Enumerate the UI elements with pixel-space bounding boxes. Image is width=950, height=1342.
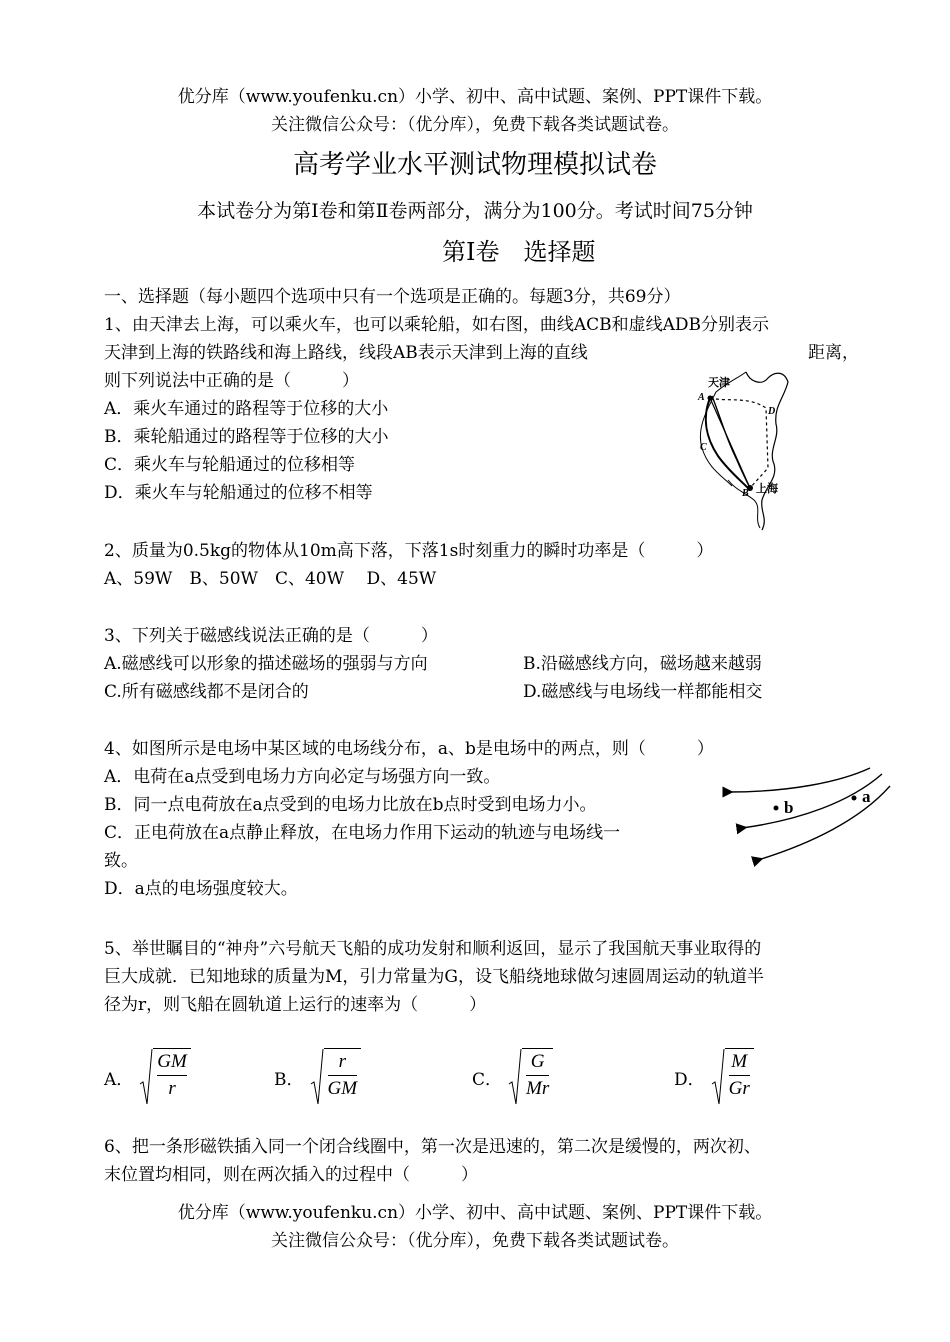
- q4-option-c-cont: 致。: [104, 851, 138, 871]
- header-line-2: 关注微信公众号：（优分库），免费下载各类试题试卷。: [271, 115, 679, 135]
- q5-option-b-label: B．: [274, 1069, 304, 1090]
- electric-field-figure: [720, 764, 896, 868]
- q5-line-2: 巨大成就．已知地球的质量为M，引力常量为G，设飞船绕地球做匀速圆周运动的轨道半: [104, 967, 764, 987]
- q4-option-a: A．电荷在a点受到电场力方向必定与场强方向一致。: [104, 767, 501, 787]
- q5-option-a: [104, 1048, 191, 1106]
- q5-option-b-denominator: GM: [327, 1078, 358, 1099]
- point-b-marker: [774, 806, 779, 811]
- header-line-1: 优分库（www.youfenku.cn）小学、初中、高中试题、案例、PPT课件下载。: [177, 87, 773, 107]
- exam-subtitle: 本试卷分为第Ⅰ卷和第Ⅱ卷两部分，满分为100分。考试时间75分钟: [197, 200, 753, 222]
- q5-option-a-label: A．: [104, 1069, 134, 1090]
- label-a: A: [698, 392, 705, 403]
- q1-line-2: 天津到上海的铁路线和海上路线，线段AB表示天津到上海的直线: [104, 343, 588, 363]
- q5-line-1: 5、举世瞩目的“神舟”六号航天飞船的成功发射和顺利返回，显示了我国航天事业取得的: [104, 939, 762, 959]
- footer-line-1: 优分库（www.youfenku.cn）小学、初中、高中试题、案例、PPT课件下载。: [177, 1203, 773, 1223]
- q1-line-3: 则下列说法中正确的是（ ）: [104, 371, 359, 391]
- field-line-1: [728, 768, 870, 792]
- q4-option-b: B．同一点电荷放在a点受到的电场力比放在b点时受到电场力小。: [104, 795, 597, 815]
- point-a-label: a: [862, 787, 871, 806]
- q3-option-d: D.磁感线与电场线一样都能相交: [523, 682, 763, 702]
- section-title: 第Ⅰ卷 选择题: [442, 238, 596, 266]
- page-title: 高考学业水平测试物理模拟试卷: [292, 150, 657, 180]
- q3-option-b: B.沿磁感线方向，磁场越来越弱: [523, 654, 762, 674]
- q5-option-c-label: C．: [472, 1069, 503, 1090]
- q5-option-c-denominator: Mr: [526, 1078, 550, 1099]
- q5-option-b-numerator: r: [338, 1051, 346, 1072]
- q6-line-2: 末位置均相同，则在两次插入的过程中（ ）: [104, 1165, 478, 1185]
- coastline: [746, 372, 788, 530]
- q4-option-c: C．正电荷放在a点静止释放，在电场力作用下运动的轨迹与电场线一: [104, 823, 621, 843]
- route-map-figure: [688, 368, 808, 534]
- q1-line-2-end: 距离，: [808, 343, 859, 363]
- q5-option-b: [274, 1048, 361, 1106]
- q1-option-d: D．乘火车与轮船通过的位移不相等: [104, 483, 373, 503]
- q5-option-d-radical: [711, 1048, 754, 1106]
- q5-option-d: [674, 1048, 754, 1106]
- q5-option-d-numerator: M: [731, 1051, 748, 1072]
- q6-line-1: 6、把一条形磁铁插入同一个闭合线圈中，第一次是迅速的，第二次是缓慢的，两次初、: [104, 1137, 761, 1157]
- q5-option-c-numerator: G: [530, 1051, 545, 1072]
- q5-option-d-denominator: Gr: [728, 1078, 750, 1099]
- q5-option-b-radical: [310, 1048, 362, 1106]
- q5-option-a-denominator: r: [168, 1078, 176, 1099]
- straight-line-ab: [710, 398, 750, 488]
- label-b: B: [742, 488, 749, 499]
- q4-option-d: D．a点的电场强度较大。: [104, 879, 298, 899]
- label-shanghai: 上海: [756, 482, 778, 495]
- q1-option-a: A．乘火车通过的路程等于位移的大小: [104, 399, 389, 419]
- label-d: D: [768, 406, 776, 417]
- part-intro: 一、选择题（每小题四个选项中只有一个选项是正确的。每题3分，共69分）: [104, 287, 681, 307]
- q2-options: A、59W B、50W C、40W D、45W: [104, 569, 437, 589]
- q5-option-c: [472, 1048, 553, 1106]
- label-tianjin: 天津: [708, 376, 730, 389]
- q5-option-c-radical: [508, 1048, 553, 1106]
- q3-stem: 3、下列关于磁感线说法正确的是（ ）: [104, 626, 438, 646]
- field-line-2: [742, 774, 882, 828]
- q1-line-1: 1、由天津去上海，可以乘火车，也可以乘轮船，如右图，曲线ACB和虚线ADB分别表示: [104, 315, 769, 335]
- q5-line-3: 径为r，则飞船在圆轨道上运行的速率为（ ）: [104, 995, 487, 1015]
- q4-stem: 4、如图所示是电场中某区域的电场线分布，a、b是电场中的两点，则（ ）: [104, 739, 714, 759]
- point-a-marker: [852, 796, 857, 801]
- q2-stem: 2、质量为0.5kg的物体从10m高下落，下落1s时刻重力的瞬时功率是（ ）: [104, 541, 714, 561]
- point-b-label: b: [784, 798, 794, 817]
- q5-option-a-numerator: GM: [157, 1051, 187, 1072]
- label-c: C: [700, 442, 707, 453]
- q3-option-c: C.所有磁感线都不是闭合的: [104, 682, 309, 702]
- point-a-dot: [708, 396, 713, 401]
- q3-option-a: A.磁感线可以形象的描述磁场的强弱与方向: [104, 654, 428, 674]
- footer-line-2: 关注微信公众号：（优分库），免费下载各类试题试卷。: [271, 1231, 679, 1251]
- q1-option-b: B．乘轮船通过的路程等于位移的大小: [104, 427, 389, 447]
- q1-option-c: C．乘火车与轮船通过的位移相等: [104, 455, 356, 475]
- q5-option-a-radical: [139, 1048, 191, 1106]
- q5-option-d-label: D．: [674, 1069, 705, 1090]
- railway-curve: [706, 398, 748, 488]
